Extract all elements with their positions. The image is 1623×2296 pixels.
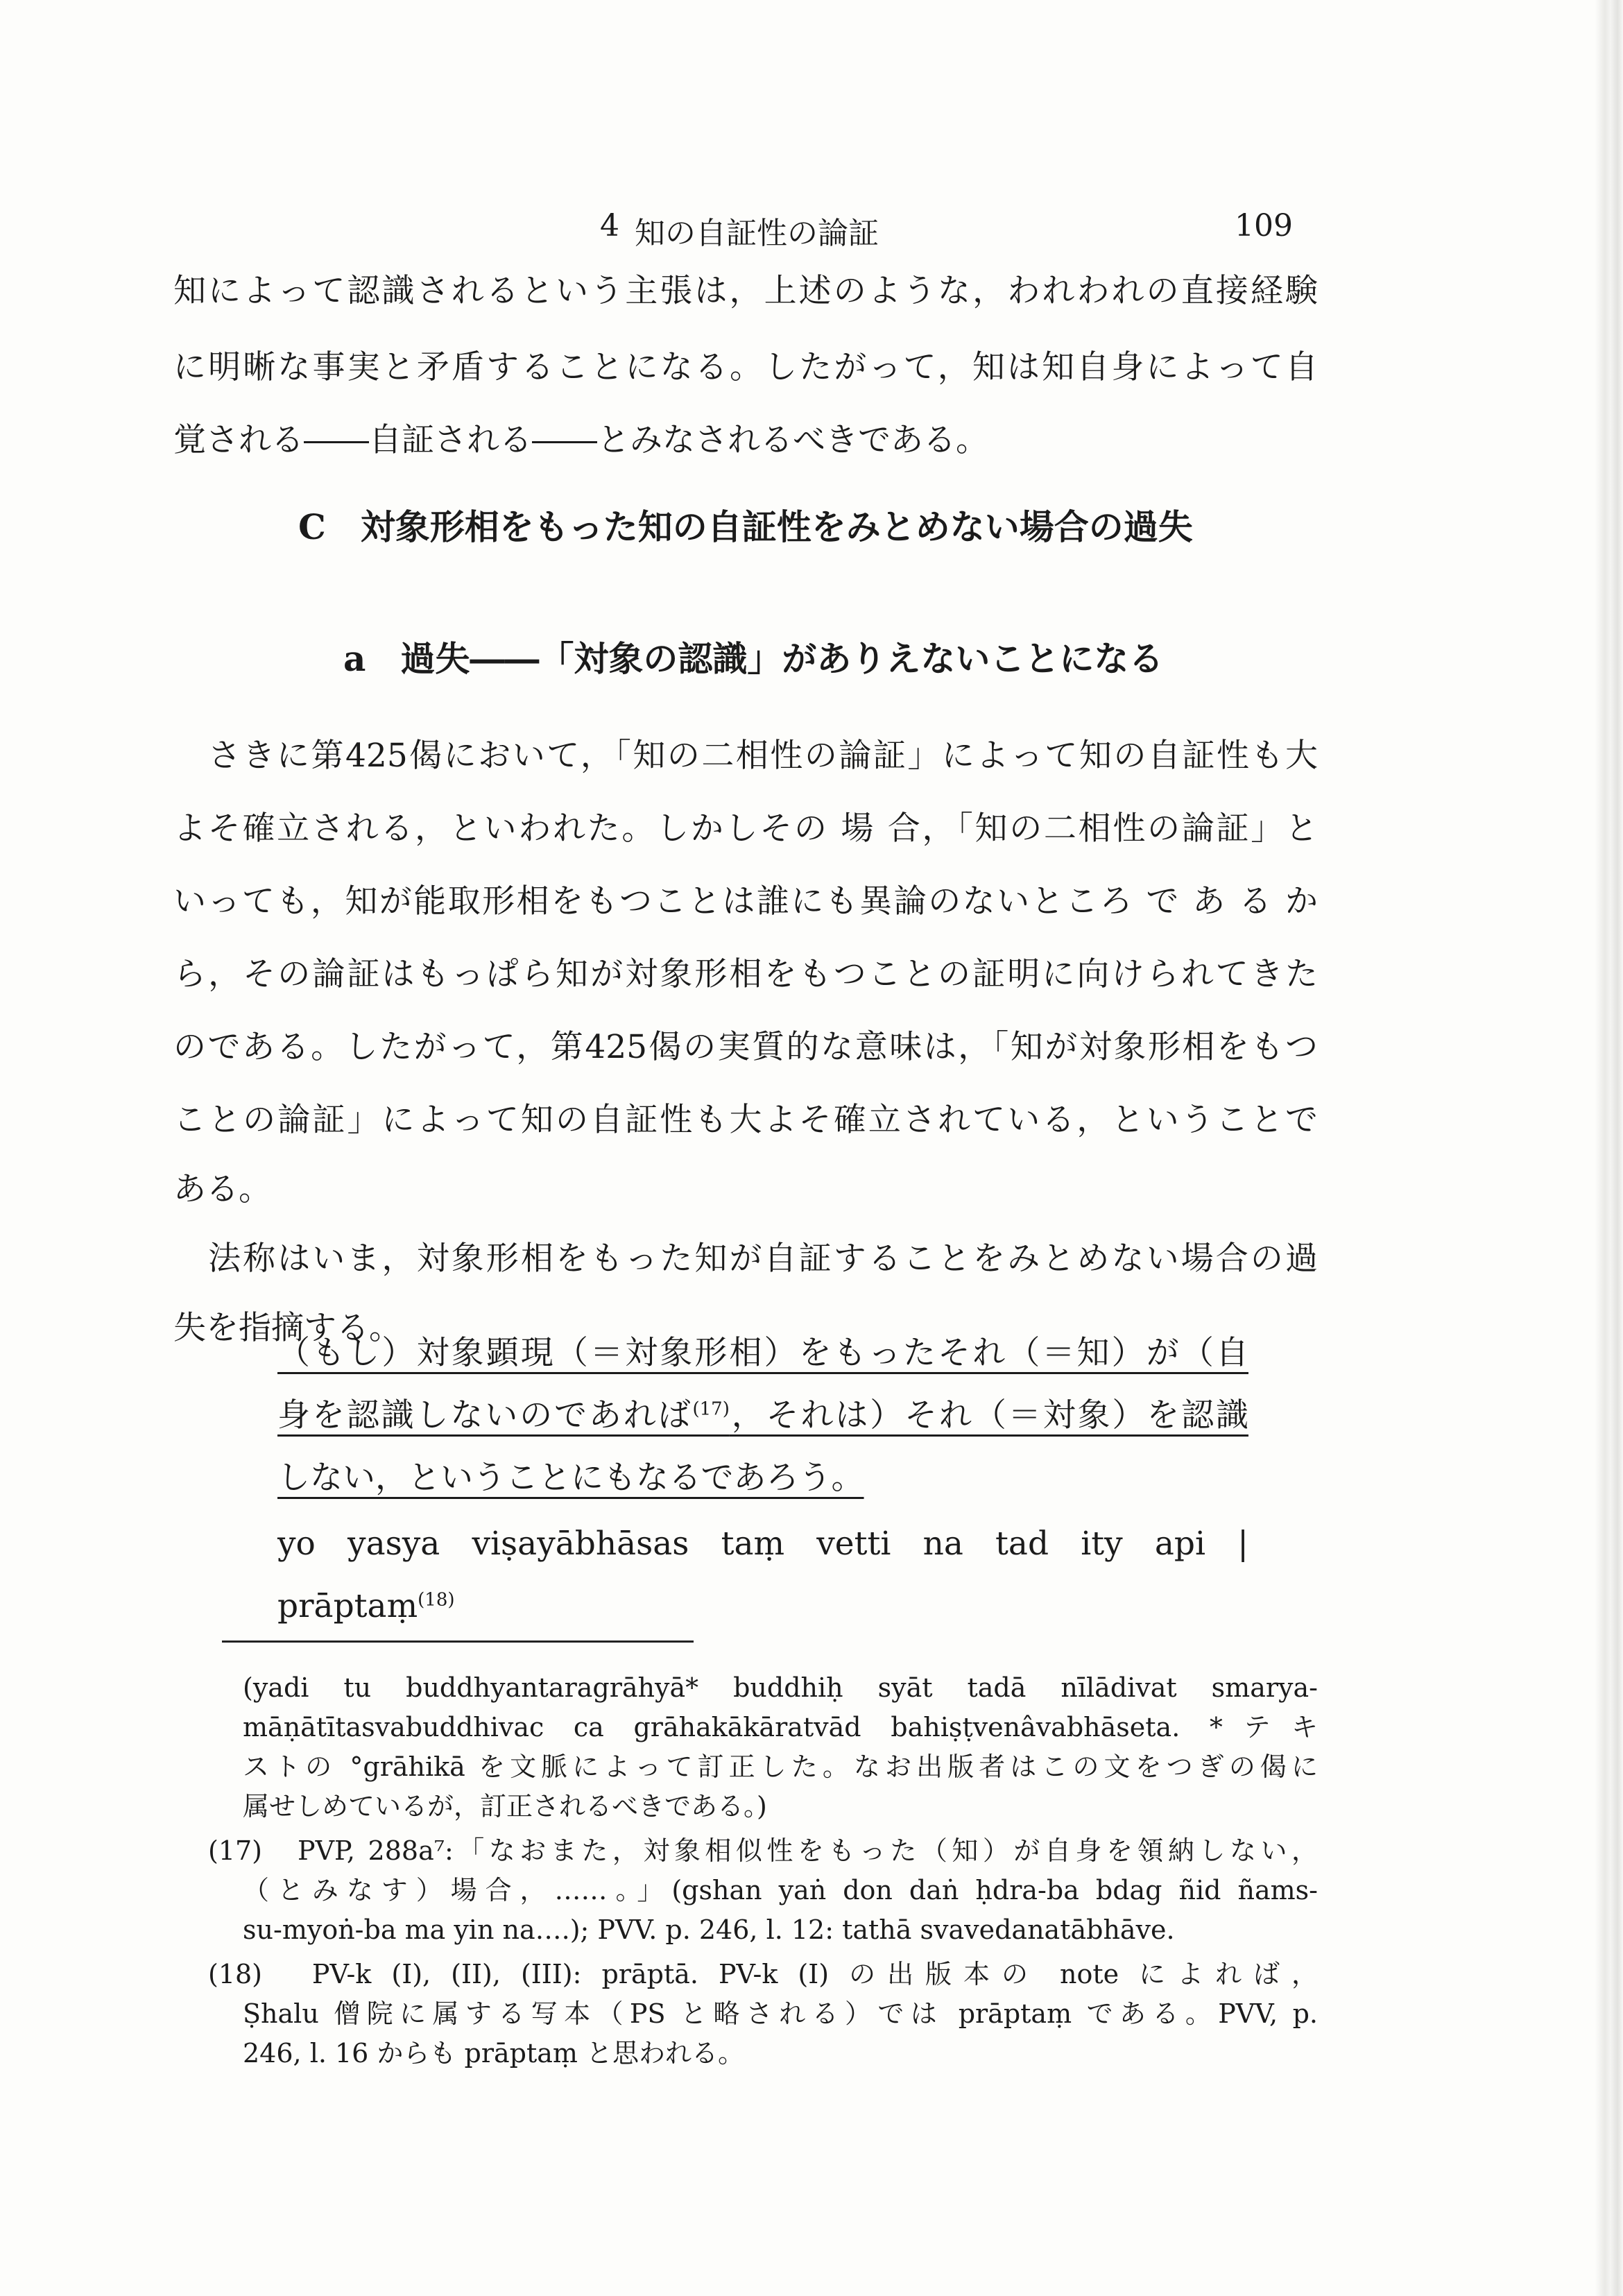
paragraph-line: いっても，知が能取形相をもつことは誰にも異論のないところ で あ る か: [173, 882, 1318, 920]
footnote-ref-17[interactable]: (17): [692, 1398, 730, 1420]
intro-line: 覚される――自証される――とみなされるべきである。: [173, 421, 988, 459]
quote-line: しない，ということにもなるであろう。: [277, 1459, 864, 1497]
footnote-17-line: su-myoṅ-ba ma yin na….); PVV. p. 246, l. 12: tathā svavedanatābhāve.: [243, 1914, 1175, 1945]
quote-text: 身を認識しないのであれば: [277, 1396, 693, 1434]
footnote-continuation-line: ストの °grāhikā を文脈によって訂正した。なお出版者はこの文をつぎの偈に: [243, 1751, 1318, 1782]
paragraph-line: ある。: [173, 1170, 271, 1208]
paragraph-line: ら，その論証はもっぱら知が対象形相をもつことの証明に向けられてきた: [173, 955, 1318, 993]
scanned-page-edge: [1595, 0, 1623, 2296]
quote-line: （もし）対象顕現（＝対象形相）をもったそれ（＝知）が（自: [277, 1334, 1248, 1372]
paragraph-line: のである。したがって，第425偈の実質的な意味は，「知が対象形相をもつ: [173, 1028, 1318, 1066]
sanskrit-verse-line: yo yasya viṣayābhāsas taṃ vetti na tad ity api |: [277, 1525, 1248, 1563]
footnote-17-line: （とみなす）場合，……。」(gshan yaṅ don daṅ ḥdra-ba bdag ñid ñams-: [243, 1875, 1318, 1905]
paragraph-line: 法称はいま，対象形相をもった知が自証することをみとめない場合の過: [208, 1240, 1318, 1278]
page-number: 109: [1235, 208, 1293, 243]
subsection-heading-a: a 過失――「対象の認識」がありえないことになる: [343, 638, 1164, 679]
footnote-continuation-line: (yadi tu buddhyantaragrāhyā* buddhiḥ syāt tadā nīlādivat smarya-: [243, 1672, 1318, 1703]
paragraph-line: ことの論証」によって知の自証性も大よそ確立されている，ということで: [173, 1101, 1318, 1139]
sanskrit-word: prāptaṃ: [277, 1587, 418, 1625]
footnote-divider: [222, 1640, 694, 1643]
footnote-ref-18[interactable]: (18): [418, 1589, 455, 1611]
intro-line: に明晰な事実と矛盾することになる。したがって，知は知自身によって自: [173, 348, 1318, 386]
footnote-continuation-line: 属せしめているが，訂正されるべきである。): [243, 1791, 767, 1822]
chapter-number: 4: [600, 208, 619, 243]
chapter-title: 知の自証性の論証: [635, 216, 879, 251]
section-heading-c: C 対象形相をもった知の自証性をみとめない場合の過失: [298, 506, 1193, 547]
footnote-18-line: 246, l. 16 からも prāptaṃ と思われる。: [243, 2038, 745, 2068]
intro-line: 知によって認識されるという主張は，上述のような，われわれの直接経験: [173, 272, 1318, 310]
quote-line: [277, 1384, 1248, 1448]
footnote-18: (18) PV-k (I), (II), (III): prāptā. PV-k (I) の出版本の note によれば，: [208, 1959, 1318, 1989]
paragraph-line: 失を指摘する。: [173, 1309, 402, 1347]
footnote-continuation-line: māṇātītasvabuddhivac ca grāhakākāratvād bahiṣṭvenâvabhāseta. *テキ: [243, 1712, 1318, 1742]
quote-text: ，それは）それ（＝対象）を認識: [729, 1396, 1248, 1434]
paragraph-line: さきに第425偈において，「知の二相性の論証」によって知の自証性も大: [208, 737, 1318, 775]
paragraph-line: よそ確立される，といわれた。しかしその 場 合，「知の二相性の論証」と: [173, 809, 1318, 848]
footnote-17: (17) PVP, 288a⁷:「なおまた，対象相似性をもった（知）が自身を領納しない，: [208, 1835, 1318, 1866]
sanskrit-verse-line: [277, 1575, 455, 1638]
footnote-18-line: Ṣhalu 僧院に属する写本（PS と略される）では prāptaṃ である。PVV, p.: [243, 1998, 1318, 2029]
